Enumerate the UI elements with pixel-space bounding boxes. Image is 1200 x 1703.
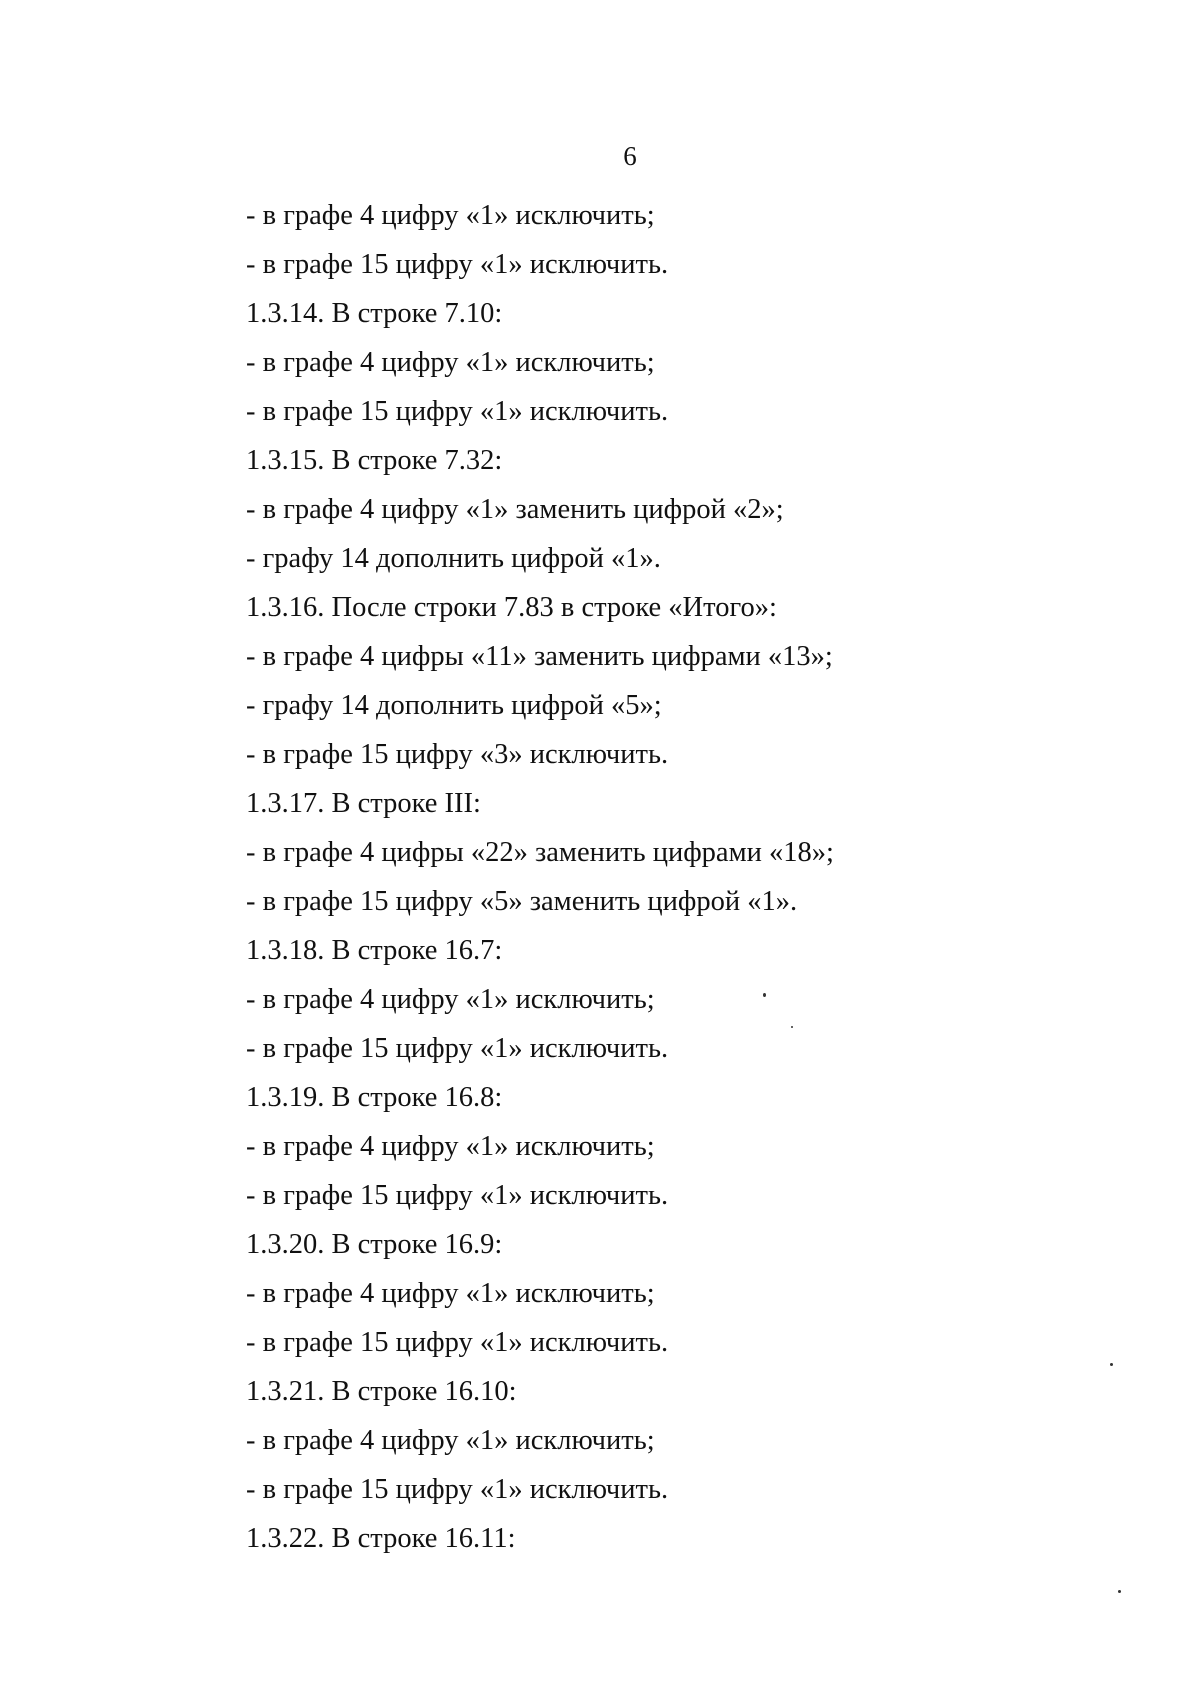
text-line: - графу 14 дополнить цифрой «5»; (246, 690, 662, 721)
scan-speck (791, 1026, 793, 1028)
text-line: - в графе 4 цифры «22» заменить цифрами «18»; (246, 837, 834, 868)
text-line: - в графе 4 цифру «1» исключить; (246, 984, 655, 1015)
section-heading: 1.3.19. В строке 16.8: (246, 1082, 503, 1113)
text-line: - в графе 15 цифру «1» исключить. (246, 1474, 669, 1505)
section-heading: 1.3.17. В строке III: (246, 788, 481, 819)
text-line: - в графе 15 цифру «1» исключить. (246, 1327, 669, 1358)
section-heading: 1.3.21. В строке 16.10: (246, 1376, 517, 1407)
text-line: - в графе 4 цифру «1» исключить; (246, 1278, 655, 1309)
scan-speck (1118, 1590, 1121, 1593)
scan-speck (763, 993, 766, 997)
text-line: - в графе 4 цифру «1» заменить цифрой «2»; (246, 494, 784, 525)
section-heading: 1.3.22. В строке 16.11: (246, 1523, 516, 1554)
text-line: - в графе 15 цифру «1» исключить. (246, 396, 669, 427)
text-line: - в графе 4 цифру «1» исключить; (246, 200, 655, 231)
text-line: - в графе 15 цифру «3» исключить. (246, 739, 669, 770)
document-body (246, 198, 1126, 1570)
text-line: - в графе 4 цифру «1» исключить; (246, 347, 655, 378)
scan-speck (1110, 1363, 1113, 1366)
section-heading: 1.3.15. В строке 7.32: (246, 445, 503, 476)
text-line: - в графе 15 цифру «1» исключить. (246, 1033, 669, 1064)
text-line: - в графе 15 цифру «5» заменить цифрой «1». (246, 886, 798, 917)
section-heading: 1.3.16. После строки 7.83 в строке «Итого»: (246, 592, 777, 623)
section-heading: 1.3.18. В строке 16.7: (246, 935, 503, 966)
section-heading: 1.3.14. В строке 7.10: (246, 298, 503, 329)
page-number: 6 (623, 141, 637, 171)
text-line: - графу 14 дополнить цифрой «1». (246, 543, 661, 574)
text-line: - в графе 4 цифру «1» исключить; (246, 1131, 655, 1162)
text-line: - в графе 4 цифру «1» исключить; (246, 1425, 655, 1456)
text-line: - в графе 15 цифру «1» исключить. (246, 249, 669, 280)
text-line: - в графе 4 цифры «11» заменить цифрами «13»; (246, 641, 833, 672)
text-line: - в графе 15 цифру «1» исключить. (246, 1180, 669, 1211)
section-heading: 1.3.20. В строке 16.9: (246, 1229, 503, 1260)
